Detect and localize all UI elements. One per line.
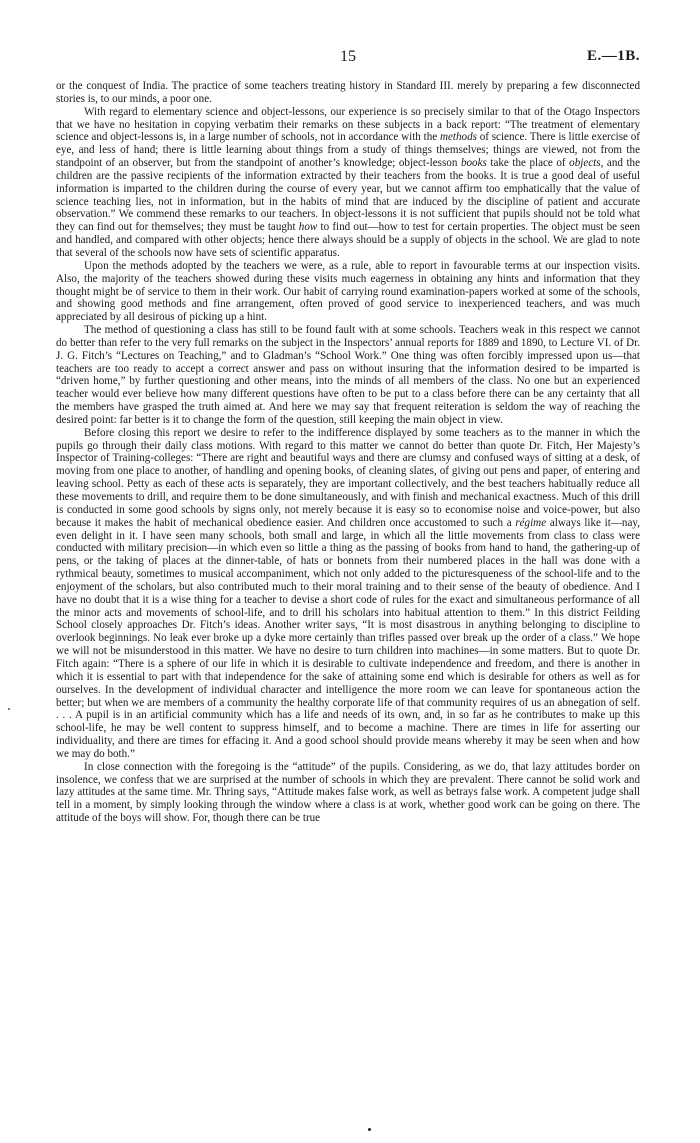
paragraph — [56, 80, 640, 106]
italic-text: methods — [439, 131, 477, 144]
paragraph — [56, 106, 640, 260]
text-run: In close connection with the foregoing is the “attitude” of the pupils. Considering, as we do, that lazy attitudes border on insolence, we confess that we are surprised at the number of schools in which they are prevalent. There cannot be solid work and lazy attitudes at the same time. Mr. Thring says, “Attitude makes false work, as well as betrays false work. A competent judge shall tell in a moment, by simply looking through the window where a class is at work, whether good work can be going on there. The attitude of the boys will show. For, though there can be true — [56, 760, 640, 825]
italic-text: régime — [515, 516, 547, 529]
text-run: , and the children are the passive recipients of the information extracted by their teachers from the books. It is true a good deal of useful information is imparted to the children during the course of every year, but we cannot affirm too emphatically that the value of science teaching lies, not in information, but in the habits of mind that are induced by the discipline of patient and accurate observation.” We commend these remarks to our teachers. In object-lessons it is not sufficient that pupils should not be told what they can find out for themselves; they must be taught — [56, 157, 640, 234]
text-run: With regard to elementary science and object-lessons, our experience is so precisely similar to that of the Otago Inspectors that we have no hesitation in copying verbatim their remarks on these subjects in a back report: “The treatment of elementary science and object-lessons is, in a large number of schools, not in accordance with the — [56, 105, 640, 144]
text-run: always like it—nay, even delight in it. I have seen many schools, both small and large, in which all the little movements from class to class were conducted with military precision—in which even so little a thing as the passing of books from hand to hand, the gathering-up of pens, or the taking of places at the dinner-table, of hats or bonnets from their numbered places in the hall was done with a rythmical beauty, sometimes to musical accompaniment, which not only added to the picturesqueness of the school-life and to the enjoyment of the scholars, but also contributed much to their moral training and to their sense of the beauty of obedience. And I have no doubt that it is a wise thing for a teacher to devise a short code of rules for the exact and simultaneous performance of all the minor acts and movements of school-life, and to drill his scholars into habitual attention to them.” In this district Feilding School closely approaches Dr. Fitch’s ideas. Another writer says, “It is most disastrous in anything belonging to discipline to overlook beginnings. No leak ever broke up a dyke more certainly than trifles passed over break up the order of a class.” We hope we will not be misunderstood in this matter. We have no desire to turn children into machines—in some matters. But to quote Dr. Fitch again: “There is a sphere of our life in which it is desirable to cultivate independence and freedom, and there is another in which it is essential to part with that independence for the sake of attaining some end which is desirable for others as well as for ourselves. In the development of individual character and intelligence the more room we can leave for spontaneous action the better; but when we are members of a community the healthy corporate life of that community requires of us an abnegation of self. . . . A pupil is in an artificial community which has a life and needs of its own, and, in so far as he contributes to make up this school-life, he may be well content to suppress himself, and to become a machine. There are times in life for asserting our individuality, and there are times for effacing it. And a good school should provide means whereby it may be seen when and how we may do both.” — [56, 516, 640, 760]
text-run: The method of questioning a class has still to be found fault with at some schools. Teachers weak in this respect we cannot do better than refer to the very full remarks on the subject in the Inspectors’ annual reports for 1889 and 1890, to Lecture VI. of Dr. J. G. Fitch’s “Lectures on Teaching,” and to Gladman’s “School Work.” One thing was often forcibly impressed upon us—that teachers are too ready to accept a correct answer and pass on without insuring that the information desired to be imparted is “driven home,” by further questioning and other means, into the minds of all members of the class. No one but an experienced teacher would ever believe how many different questions have often to be put to a class before there can be any certainty that all the members have grasped the truth aimed at. And here we may say that frequent reiteration is seldom the way of reaching the desired point: far better is it to change the form of the question, still keeping the main object in view. — [56, 324, 640, 426]
margin-speck — [8, 708, 10, 710]
text-run: Before closing this report we desire to refer to the indifference displayed by some teachers as to the manner in which the pupils go through their daily class motions. With regard to this matter we cannot do better than quote Dr. Fitch, Her Majesty’s Inspector of Training-colleges: “There are right and beautiful ways and there are clumsy and confused ways of sitting at a desk, of moving from one place to another, of handling and opening books, of cleaning slates, of giving out pens and paper, of entering and leaving school. Petty as each of these acts is separately, they are important collectively, and the best teachers habitually reduce all these movements to drill, and require them to be done simultaneously, and with finish and mechanical exactness. Much of this drill is conducted in some good schools by signs only, not merely because it is easy so to economise noise and voice-power, but also because it makes the habit of mechanical obedience easier. And children once accustomed to such a — [56, 426, 640, 529]
italic-text: objects — [569, 157, 601, 170]
footer-dot — [368, 1128, 371, 1131]
report-body-text — [56, 80, 640, 825]
text-run: or the conquest of India. The practice of some teachers treating history in Standard III. merely by preparing a few disconnected stories is, to our minds, a poor one. — [56, 80, 640, 105]
paragraph — [56, 324, 640, 427]
italic-text: how — [298, 221, 318, 234]
page-number: 15 — [340, 48, 356, 65]
document-reference: E.—1B. — [586, 48, 640, 64]
text-run: to find out—how to test for certain properties. The object must be seen and handled, and compared with other objects; hence there always should be a supply of objects in the school. We are glad to note that several of the schools now have sets of scientific apparatus. — [56, 221, 641, 259]
paragraph — [56, 761, 640, 825]
italic-text: books — [460, 157, 487, 170]
text-run: Upon the methods adopted by the teachers we were, as a rule, able to report in favourable terms at our inspection visits. Also, the majority of the teachers showed during these visits much eagerness in obtaining any hints and information that they thought might be of service to them in their work. Our habit of carrying round examination-papers worked at some of the schools, and showing good methods and fine arrangement, often proved of good service to inexperienced teachers, and was much appreciated by all desirous of picking up a hint. — [56, 259, 640, 324]
paragraph — [56, 260, 640, 324]
page-header — [56, 48, 640, 70]
paragraph — [56, 427, 640, 761]
text-run: of science. There is little exercise of eye, and less of hand; there is little learning about things from a study of things themselves; things are viewed, not from the standpoint of an observer, but from the standpoint of another’s knowledge; object-lesson — [56, 131, 640, 170]
text-run: take the place of — [486, 157, 570, 170]
